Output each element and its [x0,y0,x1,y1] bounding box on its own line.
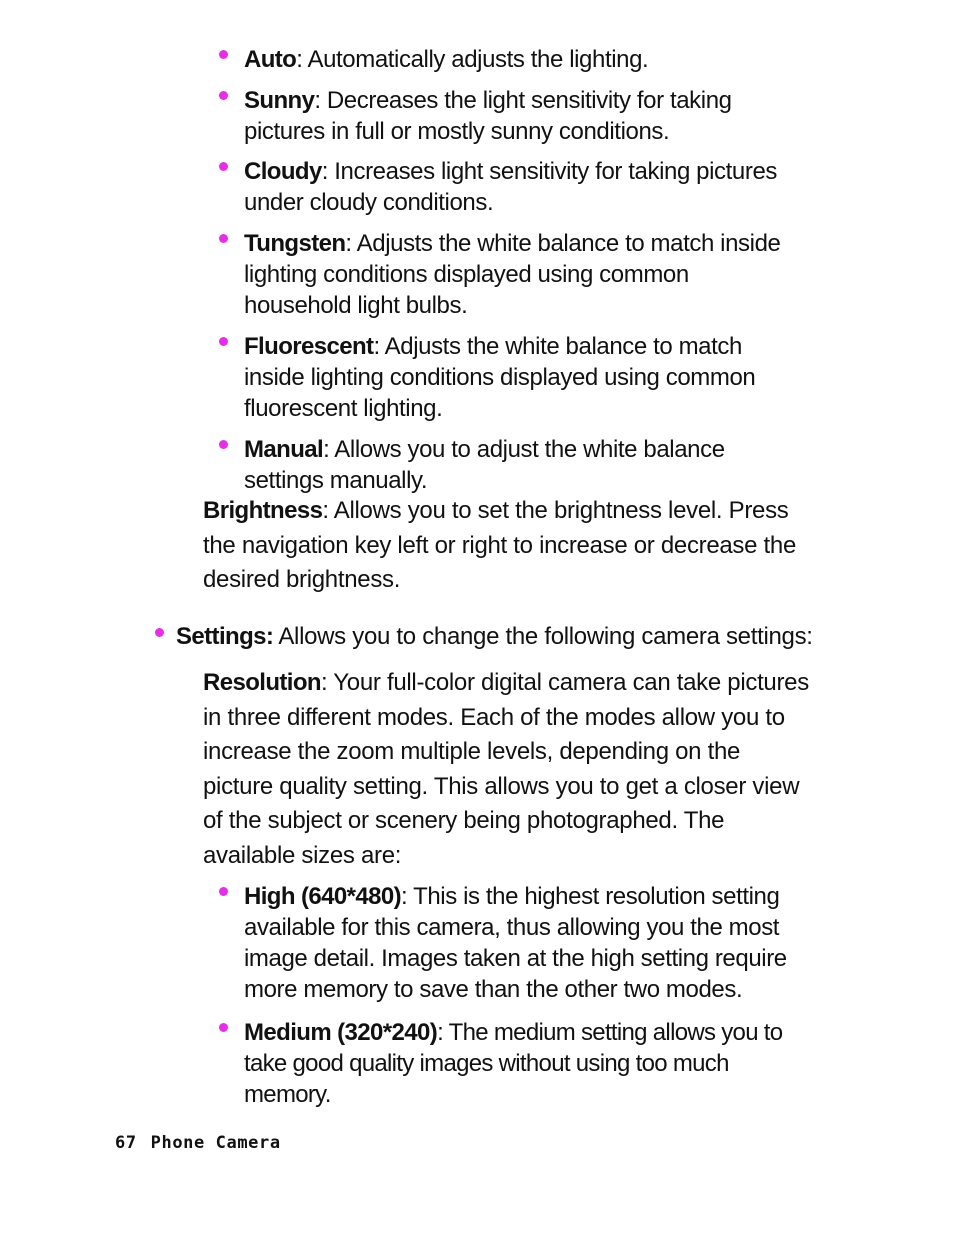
resolution-option-high [244,881,814,1005]
option-term: Sunny [244,87,315,114]
option-desc: : Automatically adjusts the lighting. [296,46,649,73]
wb-option-auto [244,44,814,75]
wb-option-manual [244,434,804,496]
wb-option-cloudy [244,156,814,218]
option-desc: : This is the highest resolution setting available for this camera, thus allowing you the most image detail. Images taken at the high setting require more memory to save than the other two modes. [244,883,787,1003]
bullet-icon [219,1023,228,1032]
wb-option-sunny [244,85,814,147]
option-term: Medium (320*240) [244,1019,438,1046]
bullet-icon [219,162,228,171]
bullet-icon [219,50,228,59]
option-term: Cloudy [244,158,322,185]
option-desc: : The medium setting allows you to take good quality images without using too much memory. [244,1019,783,1108]
bullet-icon [219,887,228,896]
bullet-icon [219,440,228,449]
option-term: High (640*480) [244,883,401,910]
brightness-term: Brightness [203,497,323,524]
wb-option-fluorescent [244,331,789,424]
option-term: Fluorescent [244,333,374,360]
bullet-icon [219,234,228,243]
resolution-paragraph [203,666,815,873]
bullet-icon [219,337,228,346]
option-desc: : Adjusts the white balance to match inside lighting conditions displayed using common household light bulbs. [244,230,781,319]
settings-desc: Allows you to change the following camera settings: [273,623,813,650]
resolution-desc: : Your full-color digital camera can take pictures in three different modes. Each of the modes allow you to increase the zoom multiple levels, depending on the picture quality setting. This allows you to get a closer view of the subject or scenery being photographed. The available sizes are: [203,669,809,869]
option-term: Tungsten [244,230,346,257]
settings-term: Settings: [176,623,274,650]
option-term: Manual [244,436,324,463]
brightness-desc: : Allows you to set the brightness level. Press the navigation key left or right to increase or decrease the desired brightness. [203,497,797,593]
option-desc: : Decreases the light sensitivity for taking pictures in full or mostly sunny conditions. [244,87,732,145]
page-footer [115,1133,281,1153]
page-number: 67 [115,1133,137,1153]
chapter-title: Phone Camera [150,1133,281,1153]
option-desc: : Allows you to adjust the white balance settings manually. [244,436,725,494]
option-term: Auto [244,46,297,73]
resolution-term: Resolution [203,669,321,696]
bullet-icon [219,91,228,100]
option-desc: : Increases light sensitivity for taking pictures under cloudy conditions. [244,158,778,216]
option-desc: : Adjusts the white balance to match inside lighting conditions displayed using common fluorescent lighting. [244,333,756,422]
wb-option-tungsten [244,228,784,321]
bullet-icon [155,628,164,637]
settings-item [176,620,826,655]
resolution-option-medium [244,1017,819,1110]
brightness-paragraph [203,494,815,598]
